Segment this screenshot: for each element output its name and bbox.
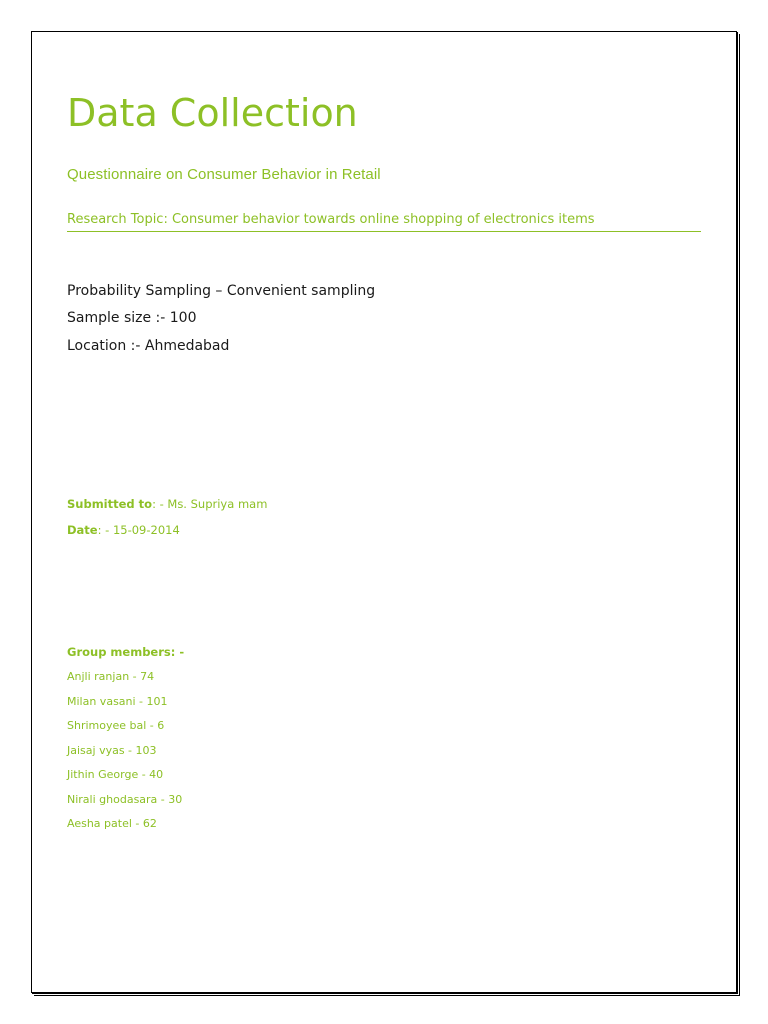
sampling-method: Probability Sampling – Convenient sampling — [67, 283, 376, 299]
location: Location :- Ahmedabad — [67, 338, 230, 354]
research-topic: Research Topic: Consumer behavior towards online shopping of electronics items — [67, 212, 701, 232]
member-item: Anjli ranjan - 74 — [67, 670, 155, 683]
group-members-list — [67, 670, 182, 842]
member-item: Milan vasani - 101 — [67, 694, 168, 708]
date-label: Date — [67, 523, 98, 537]
submitted-to-label: Submitted to — [67, 497, 153, 511]
member-item: Jaisaj vyas - 103 — [67, 743, 157, 757]
member-item: Jithin George - 40 — [67, 768, 164, 781]
submission-date — [67, 523, 180, 537]
submitted-to-value: : - Ms. Supriya mam — [152, 497, 268, 511]
member-item: Shrimoyee bal - 6 — [67, 719, 165, 732]
sample-size: Sample size :- 100 — [67, 310, 197, 326]
document-subtitle: Questionnaire on Consumer Behavior in Retail — [67, 166, 381, 183]
submitted-to — [67, 497, 267, 511]
date-value: : - 15-09-2014 — [97, 523, 180, 537]
member-item: Nirali ghodasara - 30 — [67, 792, 183, 806]
document-title: Data Collection — [67, 91, 358, 135]
member-item: Aesha patel - 62 — [67, 817, 157, 830]
group-members-heading: Group members: - — [67, 645, 185, 659]
